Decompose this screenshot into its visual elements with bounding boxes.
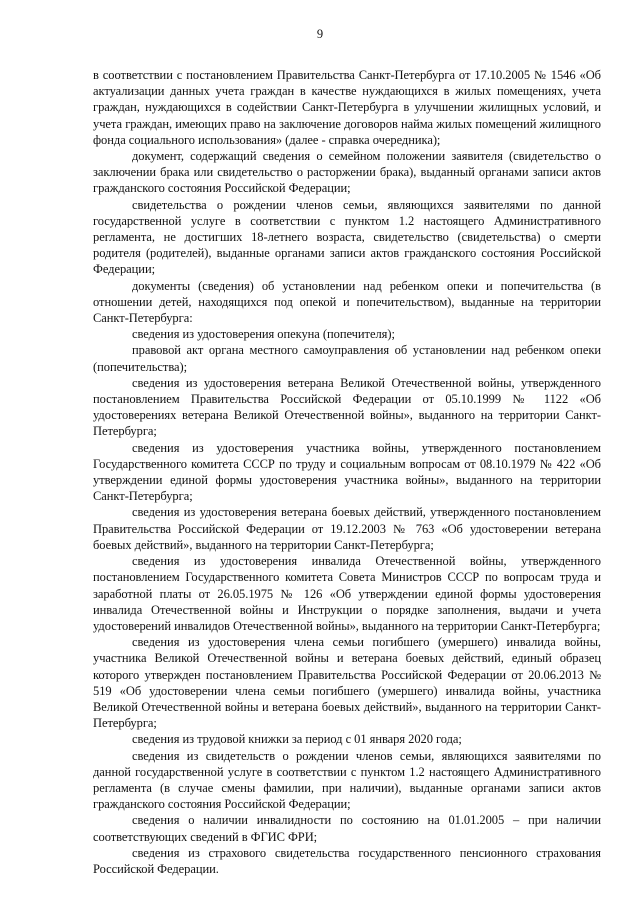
paragraph: сведения из удостоверения ветерана боевых действий, утвержденного постановлением Правительства Российской Федерации от 19.12.2003 № 763 «Об удостоверении ветерана боевых действий», выданного на территории Санкт-Петербурга; <box>93 505 601 552</box>
document-body <box>93 67 601 877</box>
paragraph: сведения о наличии инвалидности по состоянию на 01.01.2005 – при наличии соответствующих сведений в ФГИС ФРИ; <box>93 813 601 844</box>
paragraph: документы (сведения) об установлении над ребенком опеки и попечительства (в отношении детей, находящихся под опекой и попечительством), выданные на территории Санкт-Петербурга: <box>93 278 601 326</box>
paragraph: сведения из свидетельств о рождении членов семьи, являющихся заявителями по данной государственной услуге в соответствии с пунктом 1.2 настоящего Административного регламента (в случае смены фамилии, при наличии), выданные органами записи актов гражданского состояния Российской Федерации; <box>93 748 601 812</box>
paragraph: сведения из страхового свидетельства государственного пенсионного страхования Российской Федерации. <box>93 845 601 876</box>
paragraph: правовой акт органа местного самоуправления об установлении над ребенком опеки (попечительства); <box>93 343 601 374</box>
paragraph: свидетельства о рождении членов семьи, являющихся заявителями по данной государственной услуге в соответствии с пунктом 1.2 настоящего Административного регламента, не достигших 18-летнего возраста, свидетельство (свидетельства) о смерти родителя (родителей), выданные органами записи актов гражданского состояния Российской Федерации; <box>93 197 601 277</box>
paragraph: сведения из трудовой книжки за период с 01 января 2020 года; <box>132 732 462 747</box>
paragraph: документ, содержащий сведения о семейном положении заявителя (свидетельство о заключении брака или свидетельство о расторжении брака), выданный органами записи актов гражданского состояния Российской Федерации; <box>93 149 601 196</box>
paragraph: сведения из удостоверения ветерана Великой Отечественной войны, утвержденного постановлением Правительства Российской Федерации от 05.10.1999 № 1122 «Об удостоверениях ветерана Великой Отечественной войны», выданного на территории Санкт-Петербурга; <box>93 375 601 439</box>
paragraph: в соответствии с постановлением Правительства Санкт-Петербурга от 17.10.2005 № 1546 «Об актуализации данных учета граждан в качестве нуждающихся в жилых помещениях, учета граждан, нуждающихся в содействии Санкт-Петербурга в улучшении жилищных условий, и учета граждан, имеющих право на заключение договоров найма жилых помещений жилищного фонда социального использования» (далее - справка очередника); <box>93 68 601 147</box>
paragraph: сведения из удостоверения опекуна (попечителя); <box>132 327 395 342</box>
page-number: 9 <box>316 27 324 41</box>
paragraph: сведения из удостоверения члена семьи погибшего (умершего) инвалида войны, участника Великой Отечественной войны и ветерана боевых действий, единый образец которого утвержден постановлением Правительства Российской Федерации от 20.06.2013 № 519 «Об удостоверении члена семьи погибшего (умершего) инвалида войны, участника Великой Отечественной войны и ветерана боевых действий», выданного на территории Санкт-Петербурга; <box>93 635 601 731</box>
paragraph: сведения из удостоверения инвалида Отечественной войны, утвержденного постановлением Государственного комитета Совета Министров СССР по вопросам труда и заработной платы от 26.05.1975 № 126 «Об утверждении единой формы удостоверения инвалида Отечественной войны и Инструкции о порядке заполнения, выдачи и учета удостоверений инвалидов Отечественной войны», выданного на территории Санкт-Петербурга; <box>93 554 601 633</box>
paragraph: сведения из удостоверения участника войны, утвержденного постановлением Государственного комитета СССР по труду и социальным вопросам от 08.10.1979 № 422 «Об утверждении единой формы удостоверения участника войны», выданного на территории Санкт-Петербурга; <box>93 440 601 504</box>
